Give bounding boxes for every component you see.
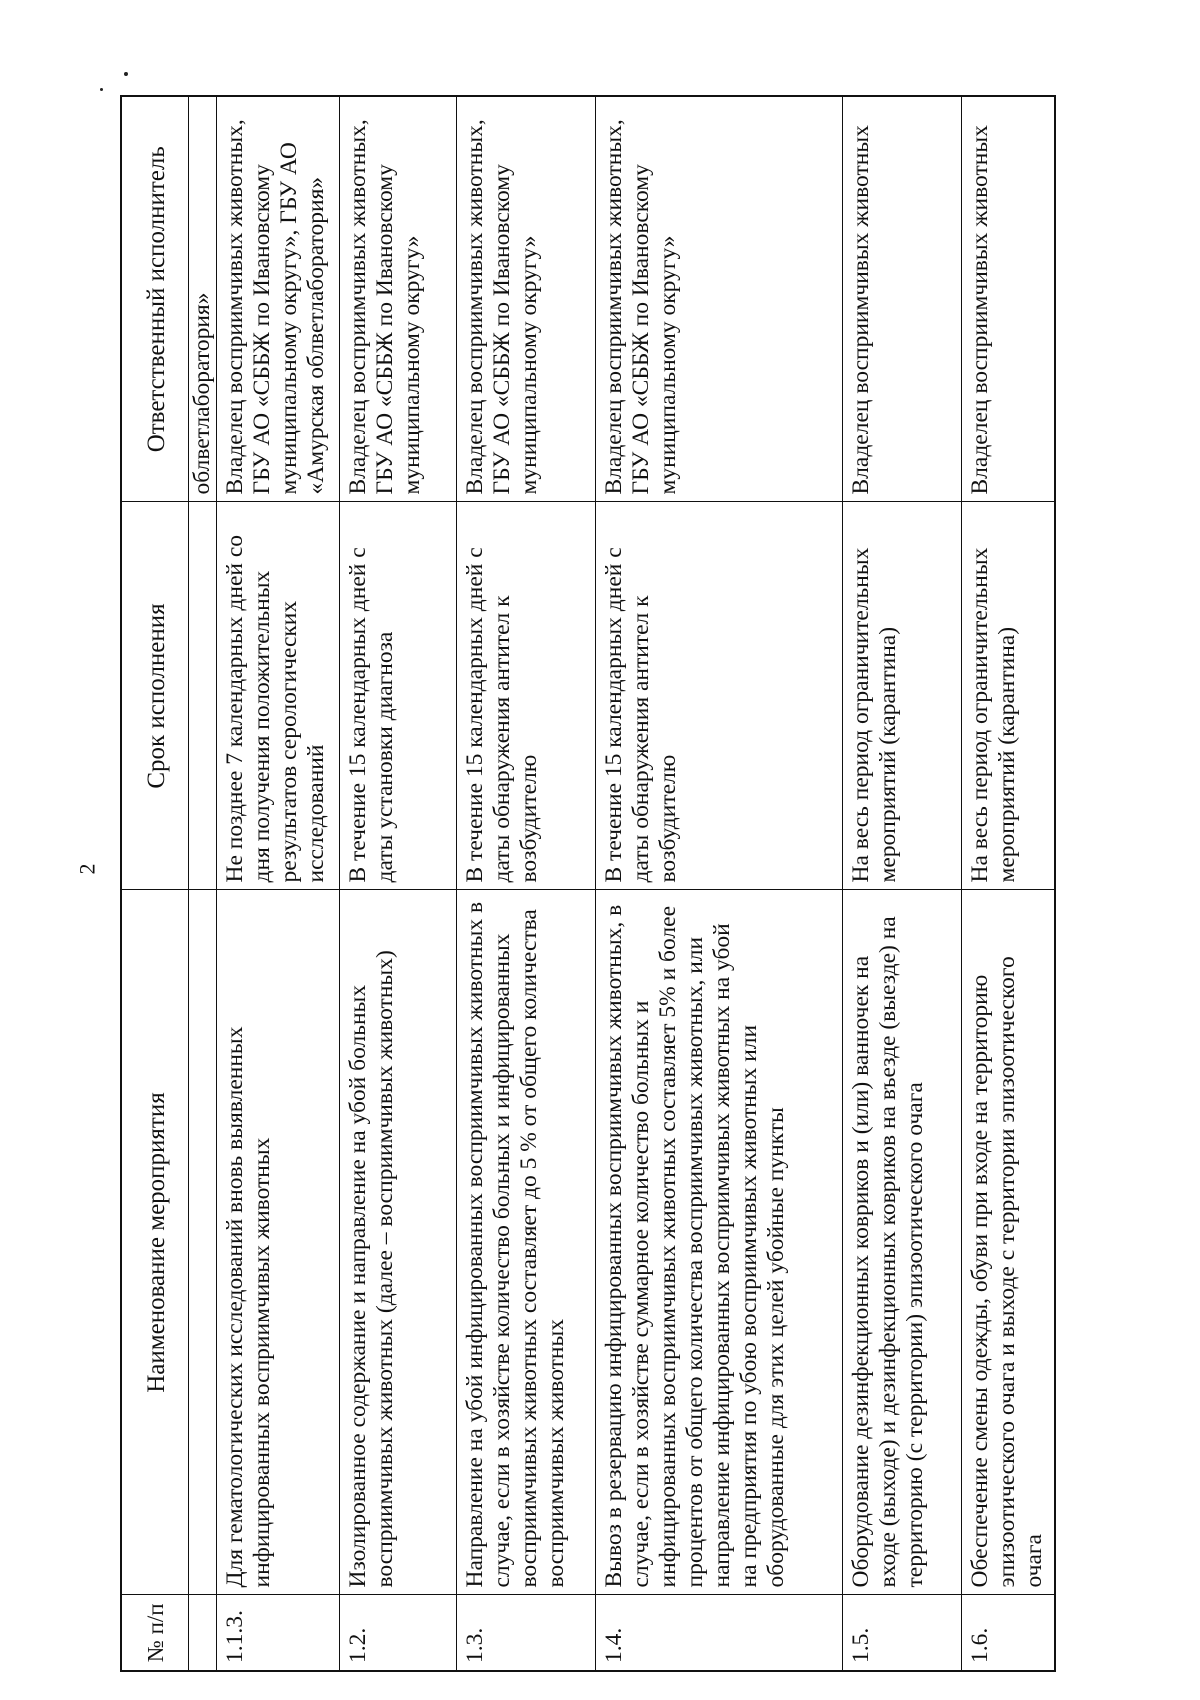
rotated-page-content [120, 97, 1056, 1672]
cell-num: 1.2. [340, 1595, 457, 1671]
cell-name: Обеспечение смены одежды, обуви при входе на территорию эпизоотического очага и выходе с территории эпизоотического очага [962, 890, 1056, 1595]
cell-deadline [189, 502, 217, 890]
cell-executor: Владелец восприимчивых животных [843, 96, 962, 502]
cell-num [189, 1595, 217, 1671]
cell-num: 1.3. [457, 1595, 596, 1671]
cell-deadline: В течение 15 календарных дней с даты обнаружения антител к возбудителю [457, 502, 596, 890]
cell-num: 1.6. [962, 1595, 1056, 1671]
table-row-continuation [189, 96, 217, 1671]
cell-executor: Владелец восприимчивых животных, ГБУ АО «СББЖ по Ивановскому муниципальному округу» [457, 96, 596, 502]
page-number: 2 [74, 863, 100, 875]
cell-deadline: На весь период ограничительных мероприятий (карантина) [962, 502, 1056, 890]
cell-name: Изолированное содержание и направление на убой больных восприимчивых животных (далее – восприимчивых животных) [340, 890, 457, 1595]
cell-deadline: На весь период ограничительных мероприятий (карантина) [843, 502, 962, 890]
cell-executor: Владелец восприимчивых животных, ГБУ АО «СББЖ по Ивановскому муниципальному округу» [596, 96, 843, 502]
table-row [596, 96, 843, 1671]
header-deadline: Срок исполнения [121, 502, 189, 890]
cell-deadline: В течение 15 календарных дней с даты установки диагноза [340, 502, 457, 890]
table-row [843, 96, 962, 1671]
scan-speck [100, 88, 103, 91]
cell-name: Вывоз в резервацию инфицированных восприимчивых животных, в случае, если в хозяйстве суммарное количество больных и инфицированных восприимчивых животных составляет 5% и более процентов от общего количества восприимчивых животных, или направление инфицированных восприимчивых животных на убой на предприятия по убою восприимчивых животных или оборудованные для этих целей убойные пункты [596, 890, 843, 1595]
cell-executor: облветлаборатория» [189, 96, 217, 502]
scan-speck [124, 72, 128, 76]
cell-executor: Владелец восприимчивых животных [962, 96, 1056, 502]
cell-deadline: Не позднее 7 календарных дней со дня получения положительных результатов серологических исследований [217, 502, 340, 890]
table-header-row [121, 96, 189, 1671]
table-row [962, 96, 1056, 1671]
table-row [217, 96, 340, 1671]
cell-name: Направление на убой инфицированных восприимчивых животных в случае, если в хозяйстве количество больных и инфицированных восприимчивых животных составляет до 5 % от общего количества восприимчивых животных [457, 890, 596, 1595]
cell-num: 1.4. [596, 1595, 843, 1671]
cell-executor: Владелец восприимчивых животных, ГБУ АО «СББЖ по Ивановскому муниципальному округу» [340, 96, 457, 502]
cell-executor: Владелец восприимчивых животных, ГБУ АО «СББЖ по Ивановскому муниципальному округу», ГБУ АО «Амурская облветлаборатория» [217, 96, 340, 502]
header-executor: Ответственный исполнитель [121, 96, 189, 502]
header-num: № п/п [121, 1595, 189, 1671]
table-row [457, 96, 596, 1671]
cell-deadline: В течение 15 календарных дней с даты обнаружения антител к возбудителю [596, 502, 843, 890]
header-name: Наименование мероприятия [121, 890, 189, 1595]
cell-name: Оборудование дезинфекционных ковриков и (или) ванночек на входе (выходе) и дезинфекционных ковриков на въезде (выезде) на территорию (с территории) эпизоотического очага [843, 890, 962, 1595]
cell-num: 1.5. [843, 1595, 962, 1671]
cell-name: Для гематологических исследований вновь выявленных инфицированных восприимчивых животных [217, 890, 340, 1595]
measures-table [120, 95, 1056, 1672]
table-row [340, 96, 457, 1671]
cell-num: 1.1.3. [217, 1595, 340, 1671]
cell-name [189, 890, 217, 1595]
